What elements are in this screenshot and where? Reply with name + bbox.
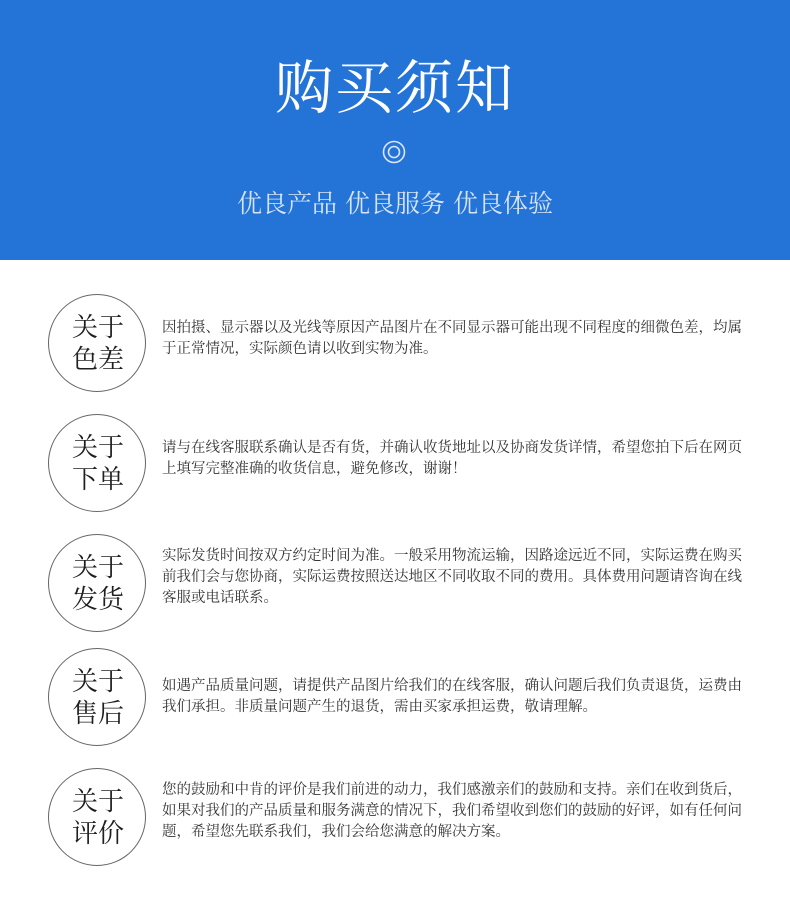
page-subtitle: 优良产品 优良服务 优良体验 [237,189,553,218]
page-title: 购买须知 [274,54,515,122]
item-badge-line2: 售后 [71,699,124,729]
notice-item-reviews [0,768,790,872]
item-badge-line1: 关于 [71,313,124,343]
notice-list [0,260,790,924]
item-badge-line2: 发货 [71,585,124,615]
item-badge-line2: 色差 [71,345,124,375]
item-description: 实际发货时间按双方约定时间为准。一般采用物流运输，因路途远近不同，实际运费在购买前我们会与您协商，实际运费按照送达地区不同收取不同的费用。具体费用问题请咨询在线客服或电话联系。 [162,548,742,606]
item-description: 如遇产品质量问题，请提供产品图片给我们的在线客服，确认问题后我们负责退货，运费由我们承担。非质量问题产生的退货，需由买家承担运费，敬请理解。 [162,678,742,715]
notice-item-color-difference [0,294,790,398]
notice-item-after-sales [0,648,790,752]
item-badge-line1: 关于 [71,667,124,697]
item-description: 请与在线客服联系确认是否有货，并确认收货地址以及协商发货详情，希望您拍下后在网页上填写完整准确的收货信息，避免修改，谢谢！ [162,440,742,477]
item-badge [48,648,146,746]
header-banner [0,0,790,260]
item-badge-line1: 关于 [71,553,124,583]
item-badge-line1: 关于 [71,433,124,463]
target-icon [382,140,406,164]
item-badge-line2: 评价 [71,819,124,849]
notice-item-shipping [0,534,790,638]
item-badge-line2: 下单 [71,465,124,495]
item-description: 您的鼓励和中肯的评价是我们前进的动力，我们感激亲们的鼓励和支持。亲们在收到货后，如果对我们的产品质量和服务满意的情况下，我们希望收到您们的鼓励的好评，如有任何问题，希望您先联系我们，我们会给您满意的解决方案。 [162,782,742,840]
item-badge [48,534,146,632]
notice-item-ordering [0,414,790,518]
item-badge [48,294,146,392]
item-badge [48,768,146,866]
item-badge-line1: 关于 [71,787,124,817]
item-badge [48,414,146,512]
item-description: 因拍摄、显示器以及光线等原因产品图片在不同显示器可能出现不同程度的细微色差，均属于正常情况，实际颜色请以收到实物为准。 [162,320,742,357]
